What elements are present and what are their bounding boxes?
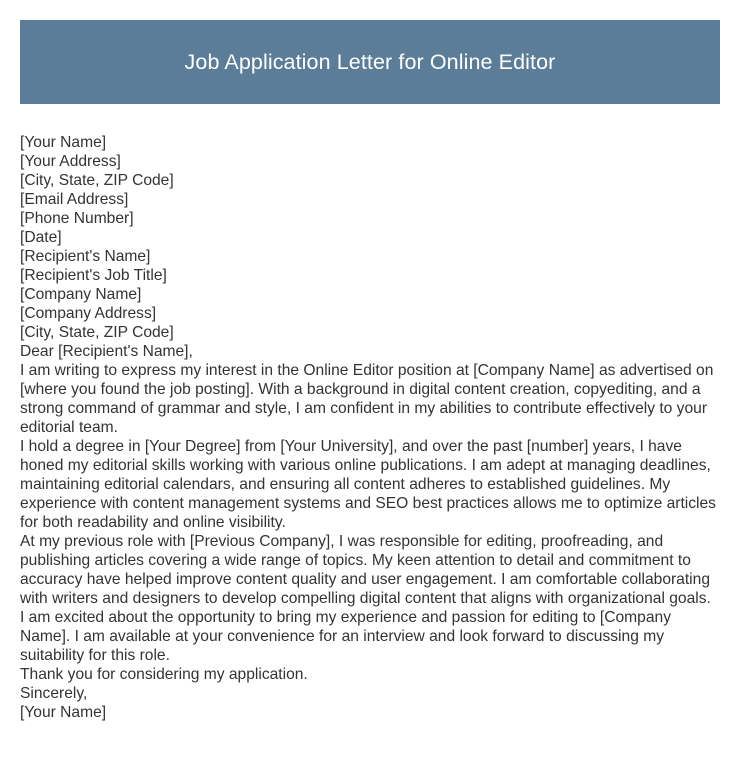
paragraph-intro: I am writing to express my interest in the Online Editor position at [Company Name] as advertised on [where you found the job posting]. With a background in digital content creation, copyediting, and a strong command of grammar and style, I am confident in my abilities to contribute effectively to your editorial team. xyxy=(20,362,714,436)
sender-phone: [Phone Number] xyxy=(20,210,134,227)
signature-name: [Your Name] xyxy=(20,704,107,721)
sign-off: Sincerely, xyxy=(20,685,88,702)
recipient-company-address: [Company Address] xyxy=(20,305,157,322)
paragraph-closing: I am excited about the opportunity to bring my experience and passion for editing to [Company Name]. I am available at your convenience for an interview and look forward to discussing my suitability for this role. xyxy=(20,609,671,664)
paragraph-experience: At my previous role with [Previous Company], I was responsible for editing, proofreading, and publishing articles covering a wide range of topics. My keen attention to detail and commitment to accuracy have helped improve content quality and user engagement. I am comfortable collaborating with writers and designers to develop compelling digital content that aligns with organizational goals. xyxy=(20,533,711,607)
letter-body xyxy=(20,133,720,722)
sender-name: [Your Name] xyxy=(20,134,107,151)
salutation: Dear [Recipient's Name], xyxy=(20,343,193,360)
letter-date: [Date] xyxy=(20,229,62,246)
paragraph-education: I hold a degree in [Your Degree] from [Your University], and over the past [number] years, I have honed my editorial skills working with various online publications. I am adept at managing deadlines, maintaining editorial calendars, and ensuring all content adheres to established guidelines. My experience with content management systems and SEO best practices allows me to optimize articles for both readability and online visibility. xyxy=(20,438,716,531)
recipient-job-title: [Recipient's Job Title] xyxy=(20,267,167,284)
page-title: Job Application Letter for Online Editor xyxy=(184,49,556,74)
sender-address: [Your Address] xyxy=(20,153,121,170)
title-banner xyxy=(20,20,720,104)
sender-email: [Email Address] xyxy=(20,191,129,208)
sender-city-state-zip: [City, State, ZIP Code] xyxy=(20,172,174,189)
thank-you-line: Thank you for considering my application. xyxy=(20,666,308,683)
recipient-name: [Recipient's Name] xyxy=(20,248,151,265)
recipient-company-name: [Company Name] xyxy=(20,286,142,303)
recipient-city-state-zip: [City, State, ZIP Code] xyxy=(20,324,174,341)
